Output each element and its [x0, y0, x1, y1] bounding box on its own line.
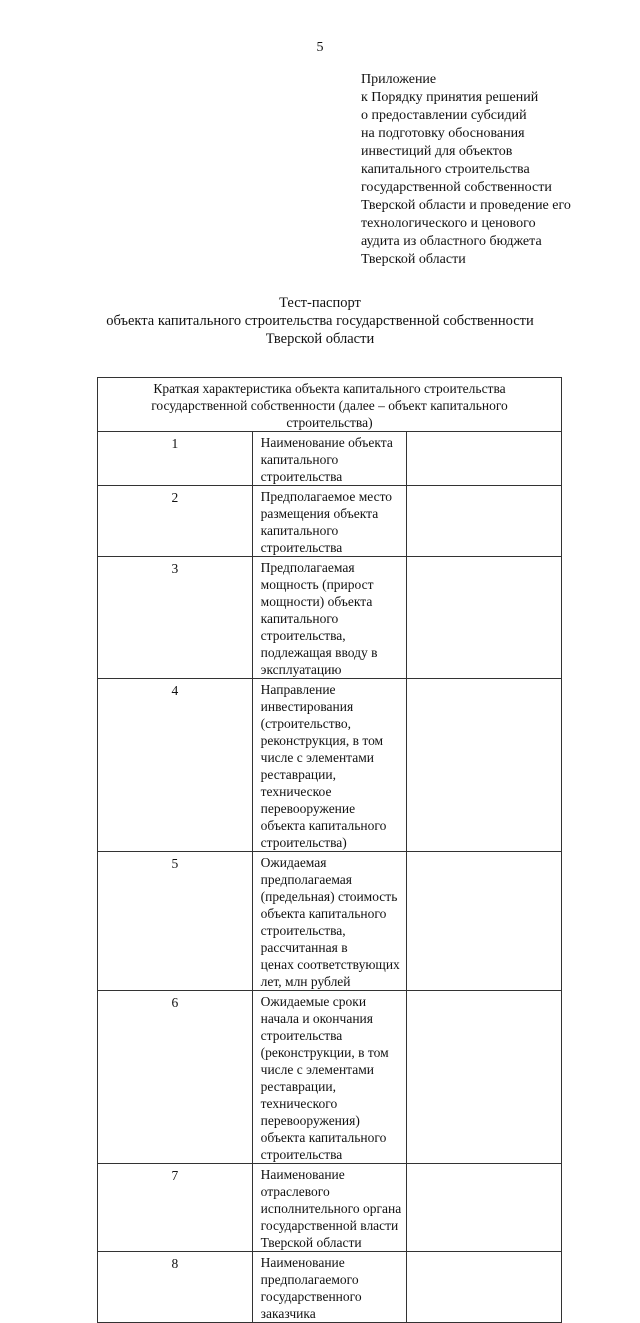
row-value-cell[interactable]: [407, 486, 562, 557]
row-label-line: ценах соответствующих лет, млн рублей: [260, 957, 400, 989]
row-label-line: Предполагаемое место размещения объекта: [260, 489, 393, 521]
title-line: Тест-паспорт: [279, 295, 361, 311]
title-line: Тверской области: [265, 331, 375, 347]
row-label-line: Направление инвестирования (строительство,: [260, 682, 354, 731]
row-label-line: реконструкция, в том числе с элементами реставрации,: [260, 733, 384, 782]
row-label-line: заказчика: [260, 1306, 316, 1321]
row-number: 3: [98, 557, 253, 679]
row-label-line: Ожидаемая предполагаемая (предельная) стоимость: [260, 855, 398, 904]
appendix-line: технологического и ценового: [361, 216, 536, 231]
appendix-line: государственной собственности: [361, 180, 552, 195]
row-label-line: государственной власти Тверской области: [260, 1218, 399, 1250]
row-label-line: технического перевооружения) объекта капитального: [260, 1096, 387, 1145]
table-row: [98, 1164, 562, 1252]
row-label-line: строительства: [260, 1147, 343, 1162]
header-line: государственной собственности (далее – объект капитального: [151, 398, 508, 413]
row-number: 7: [98, 1164, 253, 1252]
row-label: [252, 991, 407, 1164]
row-number: 8: [98, 1252, 253, 1323]
row-value-cell[interactable]: [407, 852, 562, 991]
header-line: строительства): [286, 415, 373, 430]
row-label: [252, 679, 407, 852]
table-row: [98, 679, 562, 852]
row-value-cell[interactable]: [407, 1252, 562, 1323]
table-row: [98, 557, 562, 679]
row-number: 4: [98, 679, 253, 852]
row-label: [252, 432, 407, 486]
appendix-line: Приложение: [361, 72, 437, 87]
row-value-cell[interactable]: [407, 557, 562, 679]
row-number: 2: [98, 486, 253, 557]
table-row: [98, 432, 562, 486]
appendix-line: к Порядку принятия решений: [361, 90, 539, 105]
row-label: [252, 557, 407, 679]
appendix-line: Тверской области и проведение его: [361, 198, 571, 213]
row-label-line: Наименование предполагаемого государственного: [260, 1255, 362, 1304]
page-number: 5: [316, 40, 324, 55]
table-row: [98, 1252, 562, 1323]
title-line: объекта капитального строительства государственной собственности: [106, 313, 534, 329]
table-row: [98, 991, 562, 1164]
appendix-line: на подготовку обоснования: [361, 126, 525, 141]
row-number: 6: [98, 991, 253, 1164]
row-label-line: эксплуатацию: [260, 662, 342, 677]
passport-table: [97, 377, 562, 1323]
table-row: [98, 852, 562, 991]
document-title: [0, 294, 640, 348]
appendix-note: [361, 71, 571, 269]
row-label-line: техническое перевооружение объекта капитального: [260, 784, 387, 833]
row-label-line: капитального строительства: [260, 523, 343, 555]
row-label-line: Ожидаемые сроки начала и окончания строительства: [260, 994, 373, 1043]
row-label-line: объекта капитального строительства, рассчитанная в: [260, 906, 387, 955]
row-value-cell[interactable]: [407, 991, 562, 1164]
row-label-line: капитального строительства, подлежащая вводу в: [260, 611, 378, 660]
row-label-line: Предполагаемая мощность (прирост мощности) объекта: [260, 560, 374, 609]
row-label-line: строительства): [260, 835, 347, 850]
row-value-cell[interactable]: [407, 1164, 562, 1252]
row-label-line: (реконструкции, в том числе с элементами реставрации,: [260, 1045, 389, 1094]
appendix-line: Тверской области: [361, 252, 466, 267]
table-row: [98, 486, 562, 557]
row-label-line: Наименование отраслевого исполнительного органа: [260, 1167, 402, 1216]
appendix-line: о предоставлении субсидий: [361, 108, 527, 123]
table-header-row: [98, 378, 562, 432]
row-label: [252, 852, 407, 991]
appendix-line: аудита из областного бюджета: [361, 234, 542, 249]
row-value-cell[interactable]: [407, 432, 562, 486]
row-label-line: Наименование объекта капитального строительства: [260, 435, 393, 484]
header-line: Краткая характеристика объекта капитального строительства: [153, 381, 506, 396]
appendix-line: инвестиций для объектов: [361, 144, 513, 159]
row-label: [252, 486, 407, 557]
row-label: [252, 1252, 407, 1323]
row-number: 5: [98, 852, 253, 991]
appendix-line: капитального строительства: [361, 162, 530, 177]
row-number: 1: [98, 432, 253, 486]
row-value-cell[interactable]: [407, 679, 562, 852]
table-header-cell: [98, 378, 562, 432]
row-label: [252, 1164, 407, 1252]
